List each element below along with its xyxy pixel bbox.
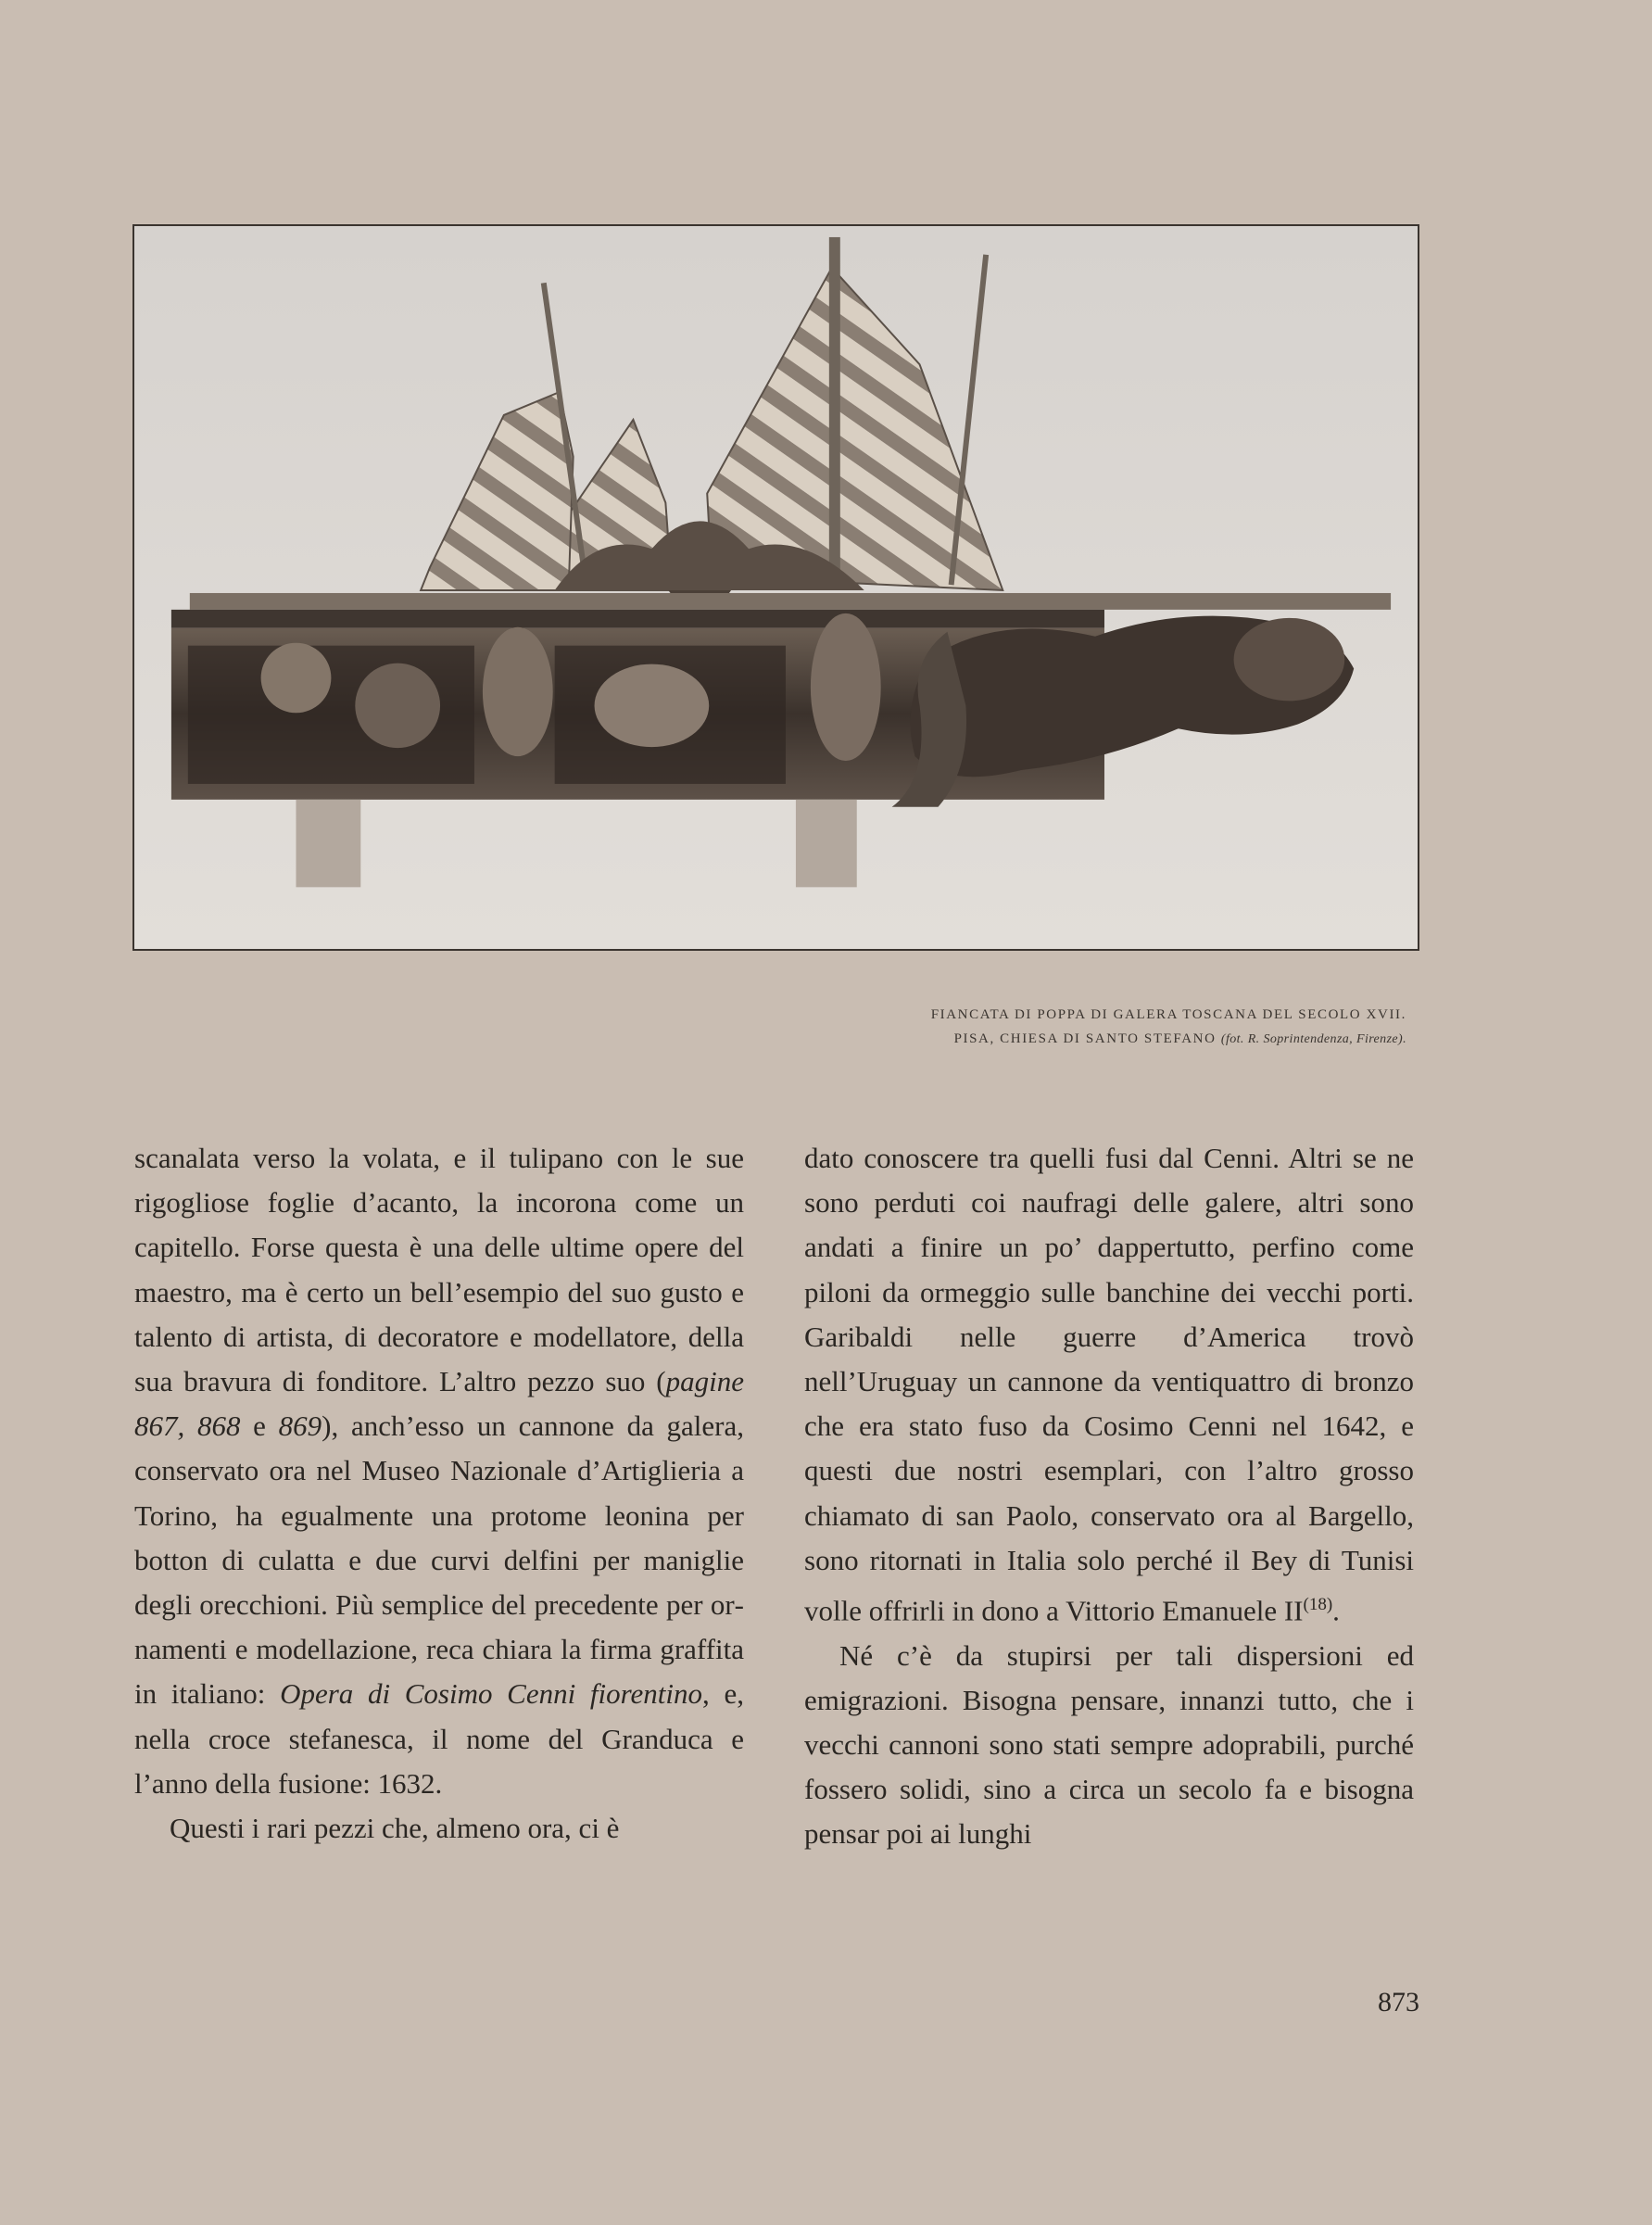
caption-line-1: FIANCATA DI POPPA DI GALERA TOSCANA DEL SECOLO XVII.: [930, 1007, 1406, 1022]
photo-plate: [132, 224, 1419, 951]
page-reference-2: 869: [278, 1410, 322, 1443]
footnote-ref[interactable]: (18): [1303, 1595, 1333, 1615]
right-paragraph-2: Né c’è da stupirsi per tali dispersioni ed emigrazioni. Bisogna pensare, innanzi tutto, che i vecchi cannoni sono stati sempre adoprabili, purché fossero solidi, sino a circa un secolo fa e bisogna pensar poi ai lunghi: [804, 1638, 1414, 1851]
left-paragraph-2: Questi i rari pezzi che, almeno ora, ci è: [170, 1812, 620, 1845]
photo-caption: [649, 1003, 1406, 1052]
caption-line-2: [649, 1027, 1406, 1052]
right-paragraph-1: dato conoscere tra quelli fusi dal Cenni. Altri se ne sono perduti coi naufragi delle galere, altri sono andati a finire un po’ dappertutto, perfino come piloni da ormeggio sulle banchine dei vecchi porti. Garibaldi nelle guerre d’America trovò nell’Uruguay un cannone da ventiquattro di bronzo che era stato fuso da Cosimo Cenni nel 1642, e questi due nostri esemplari, con l’altro grosso chiamato di san Paolo, conservato ora al Bargello, sono ritornati in Italia solo perché il Bey di Tunisi volle offrirli in dono a Vittorio Emanuele II$^{(18)}$.: [804, 1142, 1414, 1627]
caption-credit: (fot. R. Soprintendenza, Firenze).: [1220, 1032, 1406, 1046]
page-reference: pagine 867, 868: [134, 1365, 744, 1443]
left-paragraph-1: scanalata verso la volata, e il tulipano con le sue rigogliose foglie d’acanto, la incorona come un capitello. Forse questa è una delle ultime opere del maestro, ma è certo un bell’esempio del suo gusto e talento di artista, di decoratore e modellatore, della sua bravura di fonditore. L’altro pezzo suo (pagine 867, 868 e 869), anch’esso un cannone da galera, conservato ora nel Museo Nazionale d’Artiglieria a Torino, ha egualmente una protome leonina per botton di culatta e due curvi delfini per maniglie degli orecchioni. Più semplice del precedente per ornamenti e modellazione, reca chiara la firma graffita in italiano: Opera di Cosimo Cenni fiorentino, e, nella croce stefanesca, il nome del Granduca e l’anno della fusione: 1632.: [134, 1142, 745, 1800]
galley-stern-carving-photo-icon: [134, 226, 1418, 949]
caption-location: PISA, CHIESA DI SANTO STEFANO: [953, 1031, 1217, 1046]
left-column: [134, 1136, 744, 1851]
right-column: [804, 1136, 1414, 1857]
signature-quote: Opera di Cosimo Cenni fiorentino: [280, 1677, 703, 1711]
page-number: 873: [1378, 1987, 1419, 2017]
